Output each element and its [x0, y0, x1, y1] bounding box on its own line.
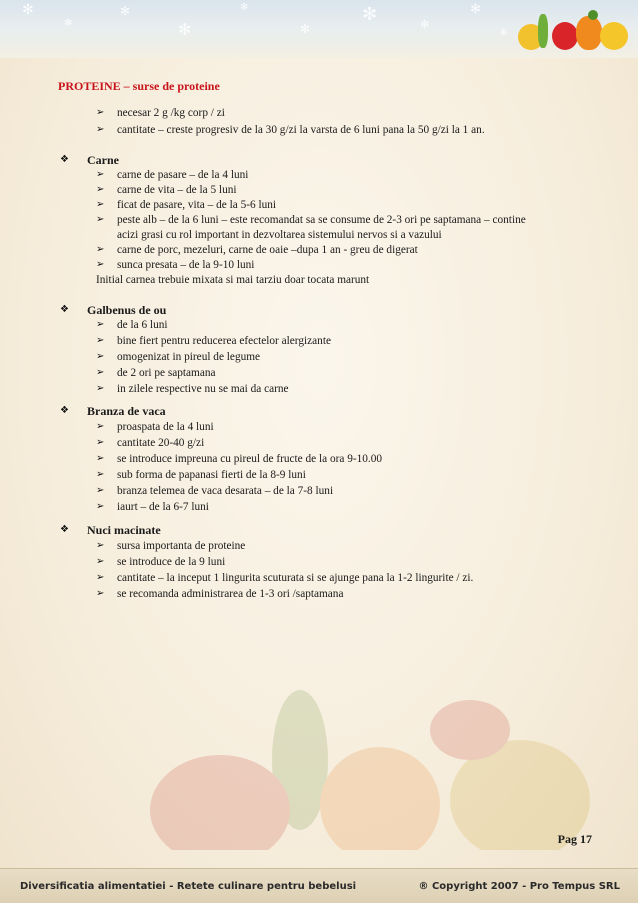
arrow-bullet-icon: ➢ — [96, 588, 105, 599]
snowflake-icon: ✻ — [64, 18, 73, 29]
list-item: ficat de pasare, vita – de la 5-6 luni — [117, 199, 277, 211]
arrow-bullet-icon: ➢ — [96, 383, 105, 394]
arrow-bullet-icon: ➢ — [96, 319, 105, 330]
list-item: carne de porc, mezeluri, carne de oaie –dupa 1 an - greu de digerat — [117, 244, 418, 256]
list-item: omogenizat in pireul de legume — [117, 351, 261, 363]
list-item: se introduce de la 9 luni — [117, 556, 226, 568]
list-item: sunca presata – de la 9-10 luni — [117, 259, 255, 271]
arrow-bullet-icon: ➢ — [96, 540, 105, 551]
snowflake-icon: ✻ — [500, 28, 508, 38]
diamond-bullet-icon: ❖ — [60, 524, 69, 535]
orange-watermark — [320, 747, 440, 850]
section-note: Initial carnea trebuie mixata si mai tarziu doar tocata marunt — [96, 274, 370, 286]
arrow-bullet-icon: ➢ — [96, 421, 105, 432]
section-title: Nuci macinate — [87, 523, 161, 537]
section-title: Branza de vaca — [87, 404, 166, 418]
pepper-icon — [552, 22, 578, 50]
page-number: Pag 17 — [557, 832, 592, 846]
arrow-bullet-icon: ➢ — [96, 335, 105, 346]
leaf-icon — [588, 10, 598, 20]
arrow-bullet-icon: ➢ — [96, 351, 105, 362]
top-banner — [0, 0, 638, 58]
vegetables-logo — [516, 8, 634, 54]
vegetables-watermark — [0, 690, 638, 850]
diamond-bullet-icon: ❖ — [60, 304, 69, 315]
arrow-bullet-icon: ➢ — [96, 107, 105, 118]
list-item: peste alb – de la 6 luni – este recomandat sa se consume de 2-3 ori pe saptamana – contine — [117, 214, 526, 226]
list-item: iaurt – de la 6-7 luni — [117, 501, 209, 513]
list-item-continuation: acizi grasi cu rol important in dezvoltarea sistemului nervos si a vazului — [117, 229, 442, 241]
pepper-watermark — [150, 755, 290, 850]
list-item: se recomanda administrarea de 1-3 ori /saptamana — [117, 588, 344, 600]
snowflake-icon: ✻ — [240, 2, 249, 13]
arrow-bullet-icon: ➢ — [96, 169, 105, 180]
section-title: Galbenus de ou — [87, 303, 167, 317]
arrow-bullet-icon: ➢ — [96, 453, 105, 464]
arrow-bullet-icon: ➢ — [96, 437, 105, 448]
list-item: necesar 2 g /kg corp / zi — [117, 107, 225, 119]
arrow-bullet-icon: ➢ — [96, 556, 105, 567]
arrow-bullet-icon: ➢ — [96, 214, 105, 225]
list-item: proaspata de la 4 luni — [117, 421, 214, 433]
diamond-bullet-icon: ❖ — [60, 154, 69, 165]
list-item: sub forma de papanasi fierti de la 8-9 luni — [117, 469, 306, 481]
footer-title: Diversificatia alimentatiei - Retete culinare pentru bebelusi — [20, 881, 357, 892]
list-item: cantitate 20-40 g/zi — [117, 437, 205, 449]
list-item: se introduce impreuna cu pireul de fructe de la ora 9-10.00 — [117, 453, 383, 465]
list-item: bine fiert pentru reducerea efectelor alergizante — [117, 335, 331, 347]
squash-icon — [600, 22, 628, 50]
section-title: Carne — [87, 153, 119, 167]
list-item: carne de pasare – de la 4 luni — [117, 169, 249, 181]
list-item: de la 6 luni — [117, 319, 168, 331]
carrot-icon — [576, 16, 602, 50]
arrow-bullet-icon: ➢ — [96, 572, 105, 583]
snowflake-icon: ✻ — [420, 18, 430, 31]
snowflake-icon: ✻ — [120, 4, 131, 18]
arrow-bullet-icon: ➢ — [96, 485, 105, 496]
tomato-watermark — [430, 700, 510, 760]
arrow-bullet-icon: ➢ — [96, 244, 105, 255]
list-item: branza telemea de vaca desarata – de la 7-8 luni — [117, 485, 334, 497]
arrow-bullet-icon: ➢ — [96, 367, 105, 378]
page-footer — [0, 868, 638, 903]
arrow-bullet-icon: ➢ — [96, 124, 105, 135]
list-item: de 2 ori pe saptamana — [117, 367, 216, 379]
page-heading: PROTEINE – surse de proteine — [58, 79, 220, 93]
list-item: cantitate – la inceput 1 lingurita scuturata si se ajunge pana la 1-2 lingurite / zi. — [117, 572, 474, 584]
snowflake-icon: ✻ — [300, 22, 311, 36]
snowflake-icon: ✻ — [362, 4, 378, 25]
arrow-bullet-icon: ➢ — [96, 259, 105, 270]
snowflake-icon: ✻ — [22, 2, 34, 18]
snowflake-icon: ✻ — [470, 2, 481, 17]
footer-copyright: ® Copyright 2007 - Pro Tempus SRL — [418, 881, 620, 892]
list-item: sursa importanta de proteine — [117, 540, 246, 552]
arrow-bullet-icon: ➢ — [96, 469, 105, 480]
arrow-bullet-icon: ➢ — [96, 184, 105, 195]
arrow-bullet-icon: ➢ — [96, 199, 105, 210]
list-item: cantitate – creste progresiv de la 30 g/zi la varsta de 6 luni pana la 50 g/zi la 1 an. — [117, 124, 485, 136]
snowflake-icon: ✻ — [178, 20, 192, 39]
list-item: in zilele respective nu se mai da carne — [117, 383, 289, 395]
cucumber-icon — [538, 14, 548, 48]
arrow-bullet-icon: ➢ — [96, 501, 105, 512]
list-item: carne de vita – de la 5 luni — [117, 184, 237, 196]
diamond-bullet-icon: ❖ — [60, 405, 69, 416]
